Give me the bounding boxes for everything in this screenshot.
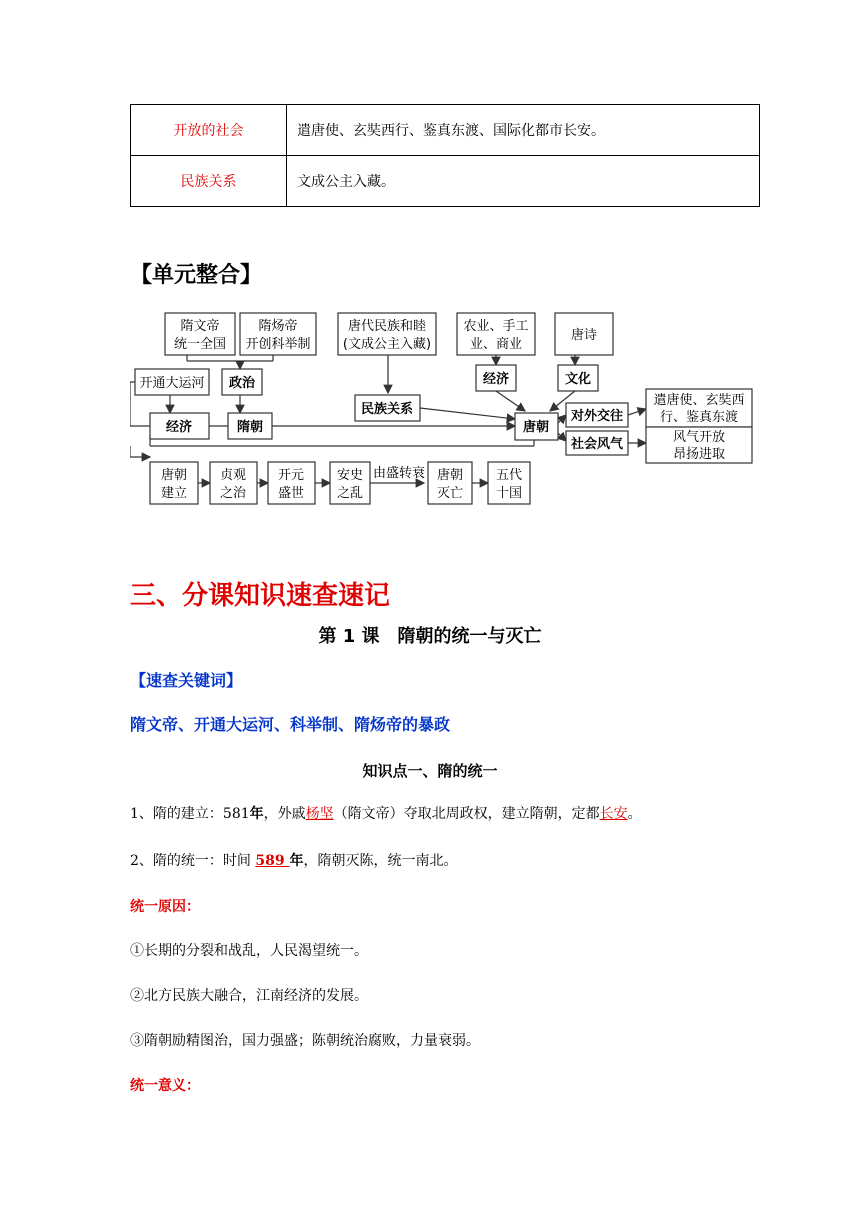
svg-text:五代: 五代: [495, 468, 523, 483]
svg-text:之治: 之治: [219, 486, 247, 501]
svg-text:贞观: 贞观: [219, 468, 247, 483]
minzu-guanxi-box: [355, 395, 420, 421]
svg-text:业、商业: 业、商业: [469, 337, 523, 352]
svg-text:昂扬进取: 昂扬进取: [672, 447, 726, 462]
sui-yangdi-box: [240, 313, 316, 355]
reason-item: ③隋朝励精图治，国力强盛；陈朝统治腐败，力量衰弱。: [130, 1033, 480, 1049]
suichao-box: [228, 413, 272, 439]
section-heading: 三、分课知识速查速记: [130, 581, 391, 611]
unit-diagram: [130, 305, 760, 515]
reason-item: ①长期的分裂和战乱，人民渴望统一。: [130, 943, 368, 959]
table-row: [131, 105, 760, 156]
timeline-zhenguan: [210, 462, 257, 504]
jingji-sui-box: [150, 413, 209, 439]
meaning-title: 统一意义：: [130, 1078, 200, 1094]
sui-wendi-box: [165, 313, 235, 355]
duiwai-box: [566, 403, 628, 427]
svg-text:安史: 安史: [336, 468, 364, 483]
svg-text:民族关系: 民族关系: [360, 402, 414, 417]
svg-text:唐诗: 唐诗: [570, 328, 598, 343]
timeline-kaiyuan: [268, 462, 315, 504]
paragraph-founding: 1、隋的建立：581年，外戚杨坚（隋文帝）夺取北周政权，建立隋朝，定都长安。: [130, 806, 642, 822]
info-table: [130, 104, 760, 207]
table-row: [131, 156, 760, 207]
lesson-title: 第 1 课 隋朝的统一与灭亡: [318, 626, 542, 647]
knowledge-point-title: 知识点一、隋的统一: [362, 762, 498, 780]
nongye-box: [457, 313, 535, 355]
svg-text:隋文帝: 隋文帝: [180, 319, 220, 334]
reason-item: ②北方民族大融合，江南经济的发展。: [130, 988, 368, 1004]
table-value: 遣唐使、玄奘西行、鉴真东渡、国际化都市长安。: [287, 105, 760, 156]
year-589: 589: [255, 853, 290, 869]
shengshuai-label: 由盛转衰: [372, 466, 426, 481]
svg-text:(文成公主入藏): (文成公主入藏): [342, 337, 432, 352]
tang-minzu-box: [338, 313, 436, 355]
svg-text:社会风气: 社会风气: [570, 437, 624, 452]
svg-text:开通大运河: 开通大运河: [139, 376, 205, 391]
zhengzhi-box: [222, 369, 262, 395]
svg-text:盛世: 盛世: [277, 486, 305, 501]
svg-text:之乱: 之乱: [336, 486, 364, 501]
tangchao-box: [515, 413, 558, 440]
svg-text:对外交往: 对外交往: [570, 409, 624, 424]
fengqi-box: [646, 427, 752, 463]
svg-text:开元: 开元: [277, 468, 305, 483]
qiantang-box: [646, 389, 752, 427]
svg-text:经济: 经济: [482, 372, 510, 387]
table-value: 文成公主入藏。: [287, 156, 760, 207]
keywords-title: 【速查关键词】: [130, 671, 243, 690]
svg-text:隋炀帝: 隋炀帝: [258, 319, 298, 334]
svg-text:隋朝: 隋朝: [236, 420, 264, 435]
svg-text:遣唐使、玄奘西: 遣唐使、玄奘西: [653, 393, 745, 408]
svg-text:统一全国: 统一全国: [173, 337, 227, 352]
unit-heading: 【单元整合】: [130, 263, 263, 288]
table-key: 开放的社会: [131, 105, 287, 156]
svg-text:唐代民族和睦: 唐代民族和睦: [347, 319, 427, 334]
svg-text:唐朝: 唐朝: [160, 468, 188, 483]
changan-term: 长安: [599, 806, 628, 822]
table-key: 民族关系: [131, 156, 287, 207]
svg-text:十国: 十国: [495, 486, 523, 501]
svg-text:行、鉴真东渡: 行、鉴真东渡: [659, 410, 739, 425]
yangjian-term: 杨坚: [305, 806, 334, 822]
svg-text:建立: 建立: [160, 486, 188, 501]
svg-text:经济: 经济: [165, 420, 193, 435]
svg-text:唐朝: 唐朝: [522, 420, 550, 435]
wenhua-box: [558, 365, 598, 391]
tangshi-box: [555, 313, 613, 355]
svg-text:政治: 政治: [228, 376, 256, 391]
svg-text:文化: 文化: [564, 372, 592, 387]
svg-text:灭亡: 灭亡: [436, 486, 464, 501]
timeline-tang-miewang: [428, 462, 472, 504]
svg-text:风气开放: 风气开放: [672, 430, 726, 445]
shehui-box: [566, 431, 628, 455]
timeline-anshi: [330, 462, 370, 504]
svg-text:农业、手工: 农业、手工: [463, 319, 529, 334]
reason-title: 统一原因：: [130, 899, 200, 915]
kaitong-box: [135, 369, 209, 395]
keywords: 隋文帝、开通大运河、科举制、隋炀帝的暴政: [130, 715, 451, 734]
timeline-wudai: [488, 462, 530, 504]
svg-text:唐朝: 唐朝: [436, 468, 464, 483]
jingji-tang-box: [476, 365, 516, 391]
svg-text:开创科举制: 开创科举制: [245, 337, 311, 352]
timeline-tang-jianli: [150, 462, 198, 504]
paragraph-unification: 2、隋的统一：时间 589 年，隋朝灭陈，统一南北。: [130, 853, 458, 869]
